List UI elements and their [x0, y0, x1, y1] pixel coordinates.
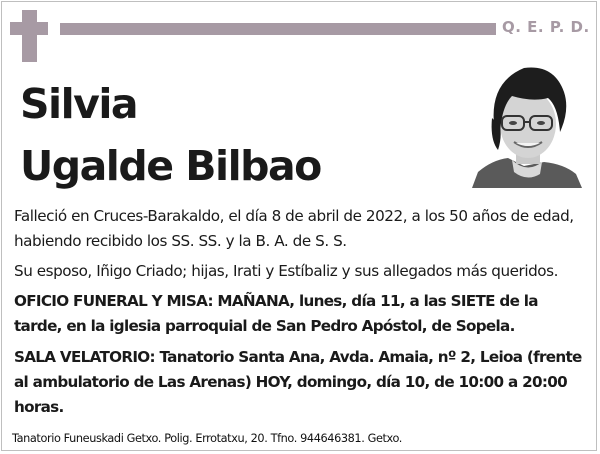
funeral-home-footer: Tanatorio Funeuskadi Getxo. Polig. Errotatxu, 20. Tfno. 944646381. Getxo. — [12, 432, 402, 445]
first-name: Silvia — [20, 80, 138, 128]
portrait-photo — [472, 62, 582, 188]
death-notice-paragraph: Falleció en Cruces-Barakaldo, el día 8 de abril de 2022, a los 50 años de edad, habiendo recibido los SS. SS. y la B. A. de S. S. — [14, 207, 574, 250]
wake-paragraph: SALA VELATORIO: Tanatorio Santa Ana, Avda. Amaia, nº 2, Leioa (frente al ambulatorio de Las Arenas) HOY, domingo, día 10, de 10:00 a 20:00 horas. — [14, 348, 582, 416]
funeral-paragraph: OFICIO FUNERAL Y MISA: MAÑANA, lunes, día 11, a las SIETE de la tarde, en la iglesia parroquial de San Pedro Apóstol, de Sopela. — [14, 292, 538, 335]
surname: Ugalde Bilbao — [20, 142, 321, 190]
header-divider-bar — [60, 23, 496, 35]
qepd-label: Q. E. P. D. — [502, 18, 590, 36]
family-paragraph: Su esposo, Iñigo Criado; hijas, Irati y Estíbaliz y sus allegados más queridos. — [14, 262, 558, 280]
cross-icon — [22, 10, 37, 62]
cross-icon-arm — [10, 22, 48, 35]
